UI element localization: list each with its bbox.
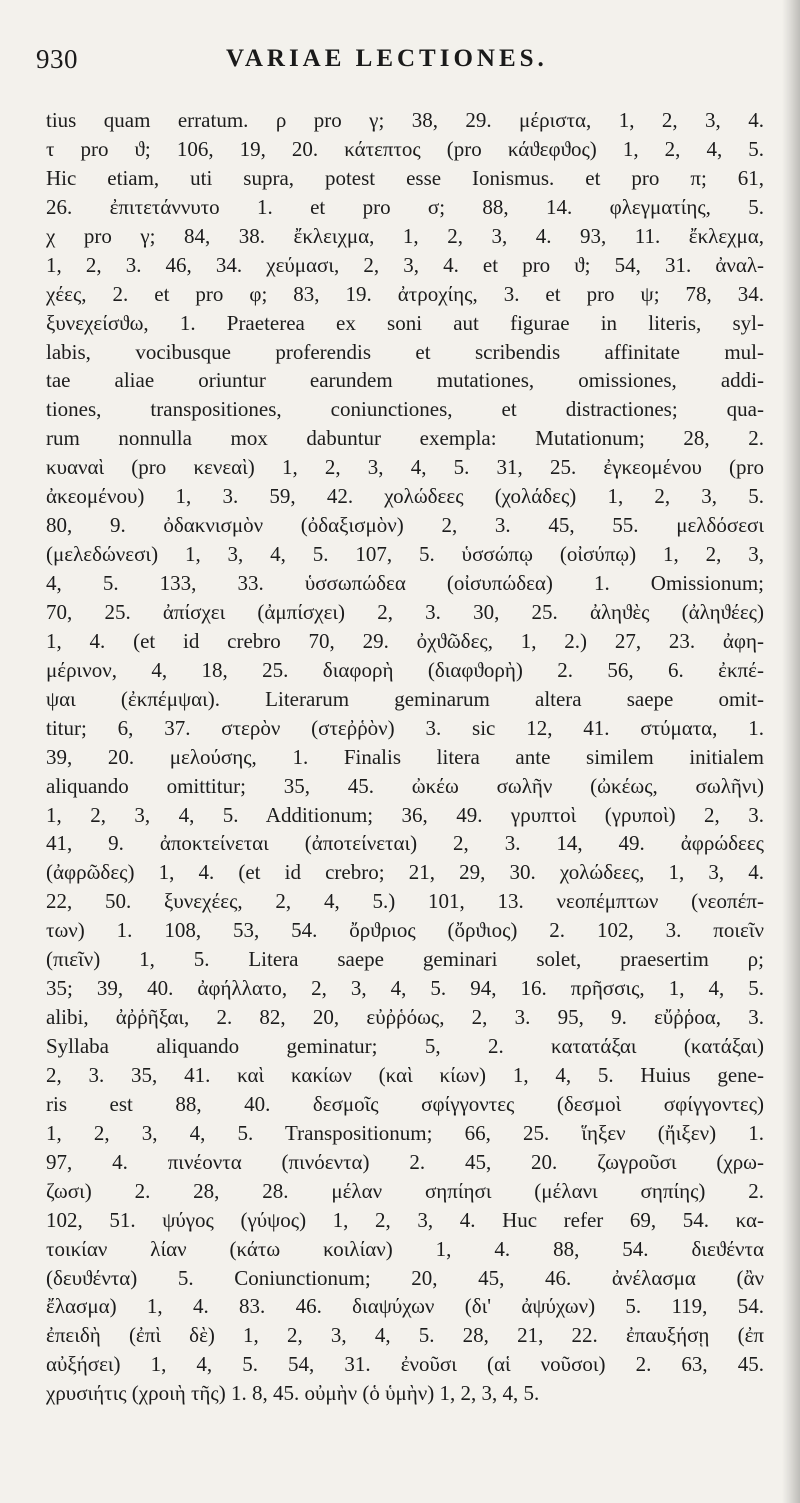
- text-line: 70, 25. ἀπίσχει (ἀμπίσχει) 2, 3. 30, 25. ἀληϑὲς (ἀληϑέες): [46, 599, 764, 624]
- text-line: 26. ἐπιτετάννυτο 1. et pro σ; 88, 14. φλεγματίης, 5.: [46, 194, 764, 219]
- text-line: tius quam erratum. ρ pro γ; 38, 29. μέριστα, 1, 2, 3, 4.: [46, 108, 764, 132]
- text-line: 1, 2, 3. 46, 34. χεύμασι, 2, 3, 4. et pro ϑ; 54, 31. ἀναλ-: [46, 252, 764, 277]
- text-line: labis, vocibusque proferendis et scribendis affinitate mul-: [46, 339, 764, 364]
- page-title: VARIAE LECTIONES.: [226, 45, 548, 72]
- text-line: 35; 39, 40. ἀφήλλατο, 2, 3, 4, 5. 94, 16. πρῆσσις, 1, 4, 5.: [46, 976, 764, 1001]
- text-line: μέρινον, 4, 18, 25. διαφορὴ (διαφϑορὴ) 2. 56, 6. ἐκπέ-: [46, 657, 764, 682]
- text-line: αὐξήσει) 1, 4, 5. 54, 31. ἐνοῦσι (αἱ νοῦσοι) 2. 63, 45.: [46, 1352, 764, 1377]
- text-line: 39, 20. μελούσης, 1. Finalis litera ante similem initialem: [46, 744, 764, 769]
- text-line: (μελεδώνεσι) 1, 3, 4, 5. 107, 5. ὑσσώπῳ (οἰσύπῳ) 1, 2, 3,: [46, 542, 764, 567]
- text-line: ἐπειδὴ (ἐπὶ δὲ) 1, 2, 3, 4, 5. 28, 21, 22. ἐπαυξήσῃ (ἐπ: [46, 1323, 764, 1348]
- text-line: titur; 6, 37. στερὸν (στεῤῥὸν) 3. sic 12, 41. στύματα, 1.: [46, 715, 764, 740]
- text-line: ψαι (ἐκπέμψαι). Literarum geminarum altera saepe omit-: [46, 686, 764, 711]
- text-line: τοικίαν λίαν (κάτω κοιλίαν) 1, 4. 88, 54. διεϑέντα: [46, 1236, 764, 1261]
- text-line: χρυσιήτις (χροιὴ τῆς) 1. 8, 45. οὐμὴν (ὁ ὑμὴν) 1, 2, 3, 4, 5.: [46, 1381, 540, 1406]
- text-line: κυαναὶ (pro κενεαὶ) 1, 2, 3, 4, 5. 31, 25. ἐγκεομένου (pro: [46, 455, 764, 480]
- text-line: Syllaba aliquando geminatur; 5, 2. κατατάξαι (κατάξαι): [46, 1034, 764, 1058]
- text-line: tae aliae oriuntur earundem mutationes, omissiones, addi-: [46, 368, 764, 393]
- text-line: (δευϑέντα) 5. Coniunctionum; 20, 45, 46. ἀνέλασμα (ἂν: [46, 1265, 764, 1290]
- page-number: 930: [36, 44, 78, 74]
- text-line: 4, 5. 133, 33. ὑσσωπώδεα (οἰσυπώδεα) 1. Omissionum;: [46, 571, 764, 595]
- text-line: 1, 2, 3, 4, 5. Additionum; 36, 49. γρυπτοὶ (γρυποὶ) 2, 3.: [46, 802, 764, 827]
- text-line: 102, 51. ψύγος (γύψος) 1, 2, 3, 4. Huc refer 69, 54. κα-: [46, 1207, 764, 1232]
- text-line: 22, 50. ξυνεχέες, 2, 4, 5.) 101, 13. νεοπέμπτων (νεοπέπ-: [46, 889, 764, 914]
- text-line: 1, 4. (et id crebro 70, 29. ὀχϑῶδες, 1, 2.) 27, 23. ἀφη-: [46, 628, 764, 653]
- text-line: 2, 3. 35, 41. καὶ κακίων (καὶ κίων) 1, 4, 5. Huius gene-: [46, 1062, 764, 1087]
- text-line: 80, 9. ὀδακνισμὸν (ὀδαξισμὸν) 2, 3. 45, 55. μελδόσεσι: [46, 513, 764, 538]
- text-line: των) 1. 108, 53, 54. ὄρϑριος (ὄρϑιος) 2. 102, 3. ποιεῖν: [46, 918, 764, 943]
- text-line: alibi, ἀῤῥῆξαι, 2. 82, 20, εὐῤῥόως, 2, 3. 95, 9. εὔῤῥοα, 3.: [46, 1005, 764, 1030]
- text-line: (ἀφρῶδες) 1, 4. (et id crebro; 21, 29, 30. χολώδεες, 1, 3, 4.: [46, 860, 764, 885]
- text-line: aliquando omittitur; 35, 45. ὠκέω σωλῆν (ὠκέως, σωλῆνι): [46, 773, 764, 798]
- text-line: ἔλασμα) 1, 4. 83. 46. διαψύχων (δι' ἀψύχων) 5. 119, 54.: [46, 1294, 764, 1319]
- running-head: [36, 44, 760, 88]
- body-text: [46, 106, 764, 1408]
- text-line: χέες, 2. et pro φ; 83, 19. ἀτροχίης, 3. et pro ψ; 78, 34.: [46, 281, 764, 306]
- text-line: tiones, transpositiones, coniunctiones, et distractiones; qua-: [46, 397, 764, 422]
- text-line: 97, 4. πινέοντα (πινόεντα) 2. 45, 20. ζωγροῦσι (χρω-: [46, 1149, 764, 1174]
- text-line: rum nonnulla mox dabuntur exempla: Mutationum; 28, 2.: [46, 426, 764, 451]
- text-line: ἀκεομένου) 1, 3. 59, 42. χολώδεες (χολάδες) 1, 2, 3, 5.: [46, 484, 764, 509]
- text-line: ζωσι) 2. 28, 28. μέλαν σηπίησι (μέλανι σηπίης) 2.: [46, 1178, 764, 1203]
- text-line: ξυνεχείσϑω, 1. Praeterea ex soni aut figurae in literis, syl-: [46, 310, 764, 335]
- text-line: 1, 2, 3, 4, 5. Transpositionum; 66, 25. ἵηξεν (ἤιξεν) 1.: [46, 1120, 764, 1145]
- text-line: Hic etiam, uti supra, potest esse Ionismus. et pro π; 61,: [46, 165, 764, 190]
- text-line: (πιεῖν) 1, 5. Litera saepe geminari solet, praesertim ρ;: [46, 947, 764, 972]
- text-line: τ pro ϑ; 106, 19, 20. κάτεπτος (pro κάϑεφϑος) 1, 2, 4, 5.: [46, 136, 764, 161]
- text-line: χ pro γ; 84, 38. ἔκλειχμα, 1, 2, 3, 4. 93, 11. ἔκλεχμα,: [46, 223, 764, 248]
- text-line: 41, 9. ἀποκτείνεται (ἀποτείνεται) 2, 3. 14, 49. ἀφρώδεες: [46, 831, 764, 856]
- text-line: ris est 88, 40. δεσμοῖς σφίγγοντες (δεσμοὶ σφίγγοντες): [46, 1091, 764, 1116]
